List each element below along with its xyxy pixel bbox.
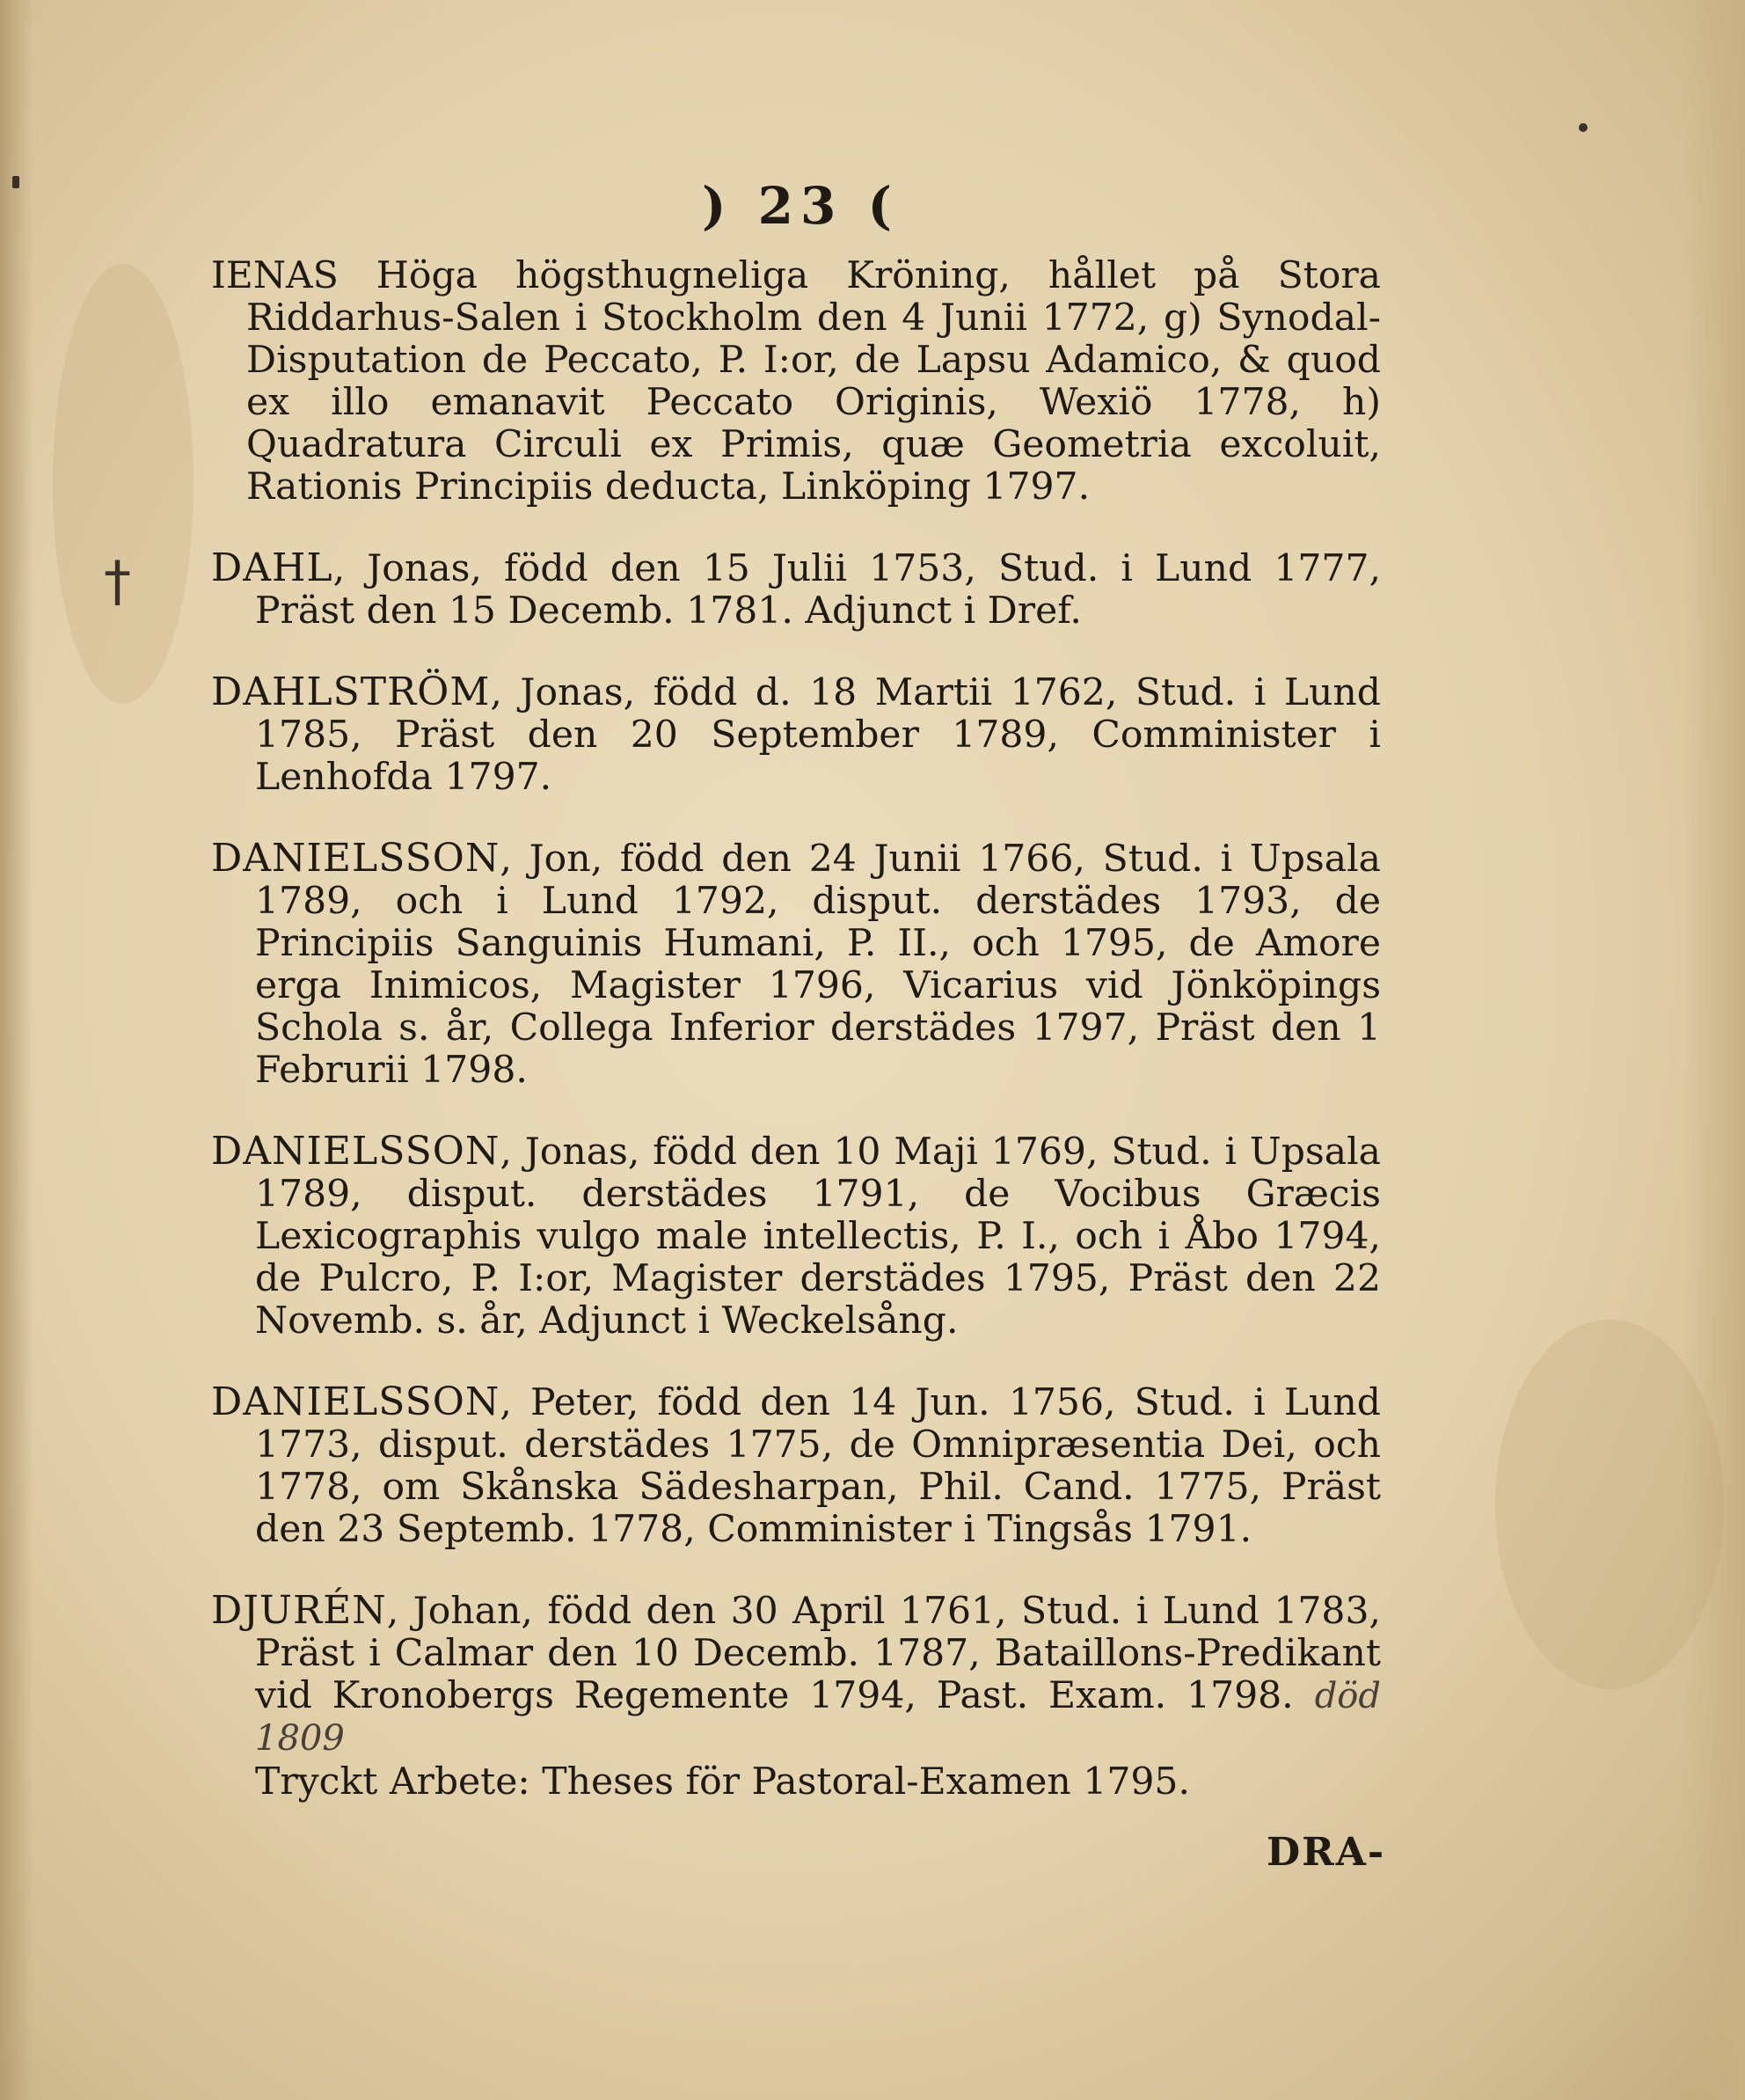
page-edge-shadow-right [1683, 0, 1745, 2100]
entry-text: , Peter, född den 14 Jun. 1756, Stud. i Lund 1773, disput. derstädes 1775, de Omnipræsentia Dei, och 1778, om Skånska Sädesharpan, Phil. Cand. 1775, Präst den 23 Septemb. 1778, Comminister i Tingsås 1791. [255, 1381, 1381, 1551]
margin-cross-annotation: † [104, 549, 131, 613]
entry-djuren [211, 1590, 1381, 1804]
paper-stain [1495, 1320, 1724, 1689]
entry-surname: DAHL [211, 545, 333, 590]
entry-danielsson-peter [211, 1381, 1381, 1551]
paper-stain [53, 264, 193, 704]
page-edge-shadow-left [0, 0, 33, 2100]
entry-surname: DAHLSTRÖM [211, 670, 491, 714]
entry-text: , Jonas, född den 10 Maji 1769, Stud. i Upsala 1789, disput. derstädes 1791, de Vocibus Græcis Lexicographis vulgo male intellectis, P. I., och i Åbo 1794, de Pulcro, P. I:or, Magister derstädes 1795, Präst den 22 Novemb. s. år, Adjunct i Weckelsång. [255, 1130, 1381, 1343]
entry-text: , Jonas, född d. 18 Martii 1762, Stud. i Lund 1785, Präst den 20 September 1789, Comminister i Lenhofda 1797. [255, 671, 1381, 799]
entry-surname: DANIELSSON [211, 1129, 500, 1174]
register-text [211, 255, 1381, 1804]
handwritten-annotation: död 1809 [255, 1676, 1381, 1759]
entry-surname: DANIELSSON [211, 1379, 500, 1424]
catchword: DRA- [1267, 1830, 1386, 1875]
entry-dahl [211, 547, 1381, 633]
entry-danielsson-jon [211, 838, 1381, 1092]
entry-surname: DANIELSSON [211, 836, 500, 881]
ink-dot [1579, 123, 1588, 132]
entry-continuation [211, 255, 1381, 509]
entry-text: , Jon, född den 24 Junii 1766, Stud. i Upsala 1789, och i Lund 1792, disput. derstädes 1793, de Principiis Sanguinis Humani, P. II., och 1795, de Amore erga Inimicos, Magister 1796, Vicarius vid Jönköpings Schola s. år, Collega Inferior derstädes 1797, Präst den 1 Februrii 1798. [255, 838, 1381, 1092]
page-number: ) 23 ( [702, 176, 899, 236]
entry-surname: DJURÉN [211, 1588, 387, 1633]
entry-text: IENAS Höga högsthugneliga Kröning, hållet på Stora Riddarhus-Salen i Stockholm den 4 Junii 1772, g) Synodal-Disputation de Peccato, P. I:or, de Lapsu Adamico, & quod ex illo emanavit Peccato Originis, Wexiö 1778, h) Quadratura Circuli ex Primis, quæ Geometria excoluit, Rationis Principiis deducta, Linköping 1797. [211, 254, 1381, 509]
entry-text: , Johan, född den 30 April 1761, Stud. i Lund 1783, Präst i Calmar den 10 Decemb. 1787, Bataillons-Predikant vid Kronobergs Regemente 1794, Past. Exam. 1798. [255, 1590, 1381, 1717]
entry-danielsson-jonas [211, 1130, 1381, 1343]
printed-work-note: Tryckt Arbete: Theses för Pastoral-Examen 1795. [255, 1760, 1190, 1804]
ink-dot [12, 176, 19, 188]
entry-dahlstrom [211, 671, 1381, 799]
entry-text: , Jonas, född den 15 Julii 1753, Stud. i Lund 1777, Präst den 15 Decemb. 1781. Adjunct i Dref. [255, 547, 1381, 633]
